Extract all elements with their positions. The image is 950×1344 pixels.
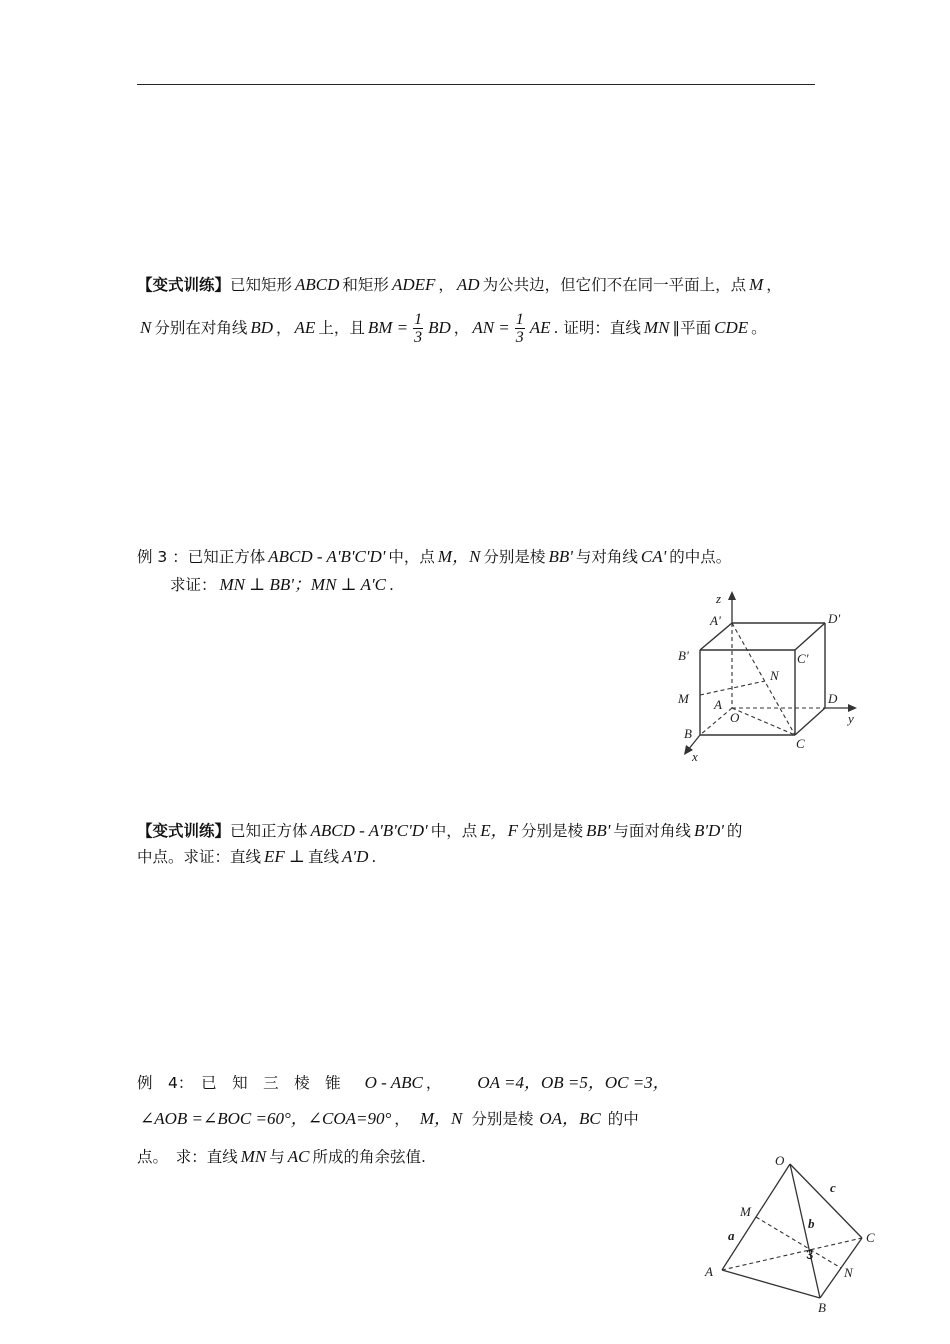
example3-line1 <box>137 546 731 568</box>
example-label: 例 3 ： <box>137 548 188 566</box>
math: AE <box>529 318 551 337</box>
math: M，N <box>437 547 481 566</box>
text: ， <box>766 276 782 294</box>
variant1-line1 <box>137 274 782 296</box>
label-D1: D' <box>828 611 841 626</box>
text: 已知正方体 <box>187 548 266 566</box>
label-b: b <box>808 1216 815 1231</box>
fraction <box>515 311 525 346</box>
math: N <box>140 318 152 337</box>
label-N: N <box>844 1265 853 1280</box>
label-B: B <box>818 1300 826 1315</box>
variant1-line2 <box>137 310 767 346</box>
math: ABCD - A'B'C'D' <box>268 547 386 566</box>
example3-line2 <box>170 574 394 596</box>
text: 的 <box>726 822 743 840</box>
math: BD <box>250 318 274 337</box>
variant-tag: 【变式训练】 <box>137 822 231 840</box>
example4-line1 <box>137 1072 673 1094</box>
text: 与 <box>269 1148 285 1166</box>
label-C: C <box>866 1230 875 1245</box>
math: OA =4，OB =5，OC =3， <box>477 1073 670 1092</box>
text: . <box>388 576 394 594</box>
text: 中点。求证：直线 <box>137 848 262 866</box>
edge-OB <box>790 1164 820 1298</box>
text: 直线 <box>308 848 340 866</box>
math: CDE <box>714 318 749 337</box>
fraction-denominator: 3 <box>414 329 423 346</box>
math: ABCD - A'B'C'D' <box>310 821 428 840</box>
label-B: B <box>684 726 692 741</box>
text: 的中点。 <box>669 548 732 566</box>
text: 已知矩形 <box>230 276 293 294</box>
variant-tag: 【变式训练】 <box>137 276 231 294</box>
math: AE <box>294 318 316 337</box>
edge-AB <box>722 1270 820 1298</box>
text: 的中 <box>607 1110 639 1128</box>
edge-AC <box>722 1238 862 1270</box>
label-M: M <box>740 1204 751 1219</box>
math: BB' <box>548 547 573 566</box>
math: O - ABC <box>364 1073 423 1092</box>
edge-hidden <box>700 708 732 735</box>
text: 分别是棱 <box>521 822 584 840</box>
math: OA，BC <box>539 1109 601 1128</box>
math: EF ⊥ <box>264 847 306 866</box>
label-D: D <box>828 691 838 706</box>
text: ∥平面 <box>672 319 712 337</box>
math: BD <box>428 318 451 337</box>
math: A'D <box>342 847 369 866</box>
math: ABCD <box>295 275 340 294</box>
label-B1: B' <box>678 648 689 663</box>
math: ∠AOB =∠BOC =60°，∠COA=90° <box>140 1109 392 1128</box>
text: 与面对角线 <box>613 822 691 840</box>
fraction-denominator: 3 <box>515 329 524 346</box>
text: 与对角线 <box>575 548 638 566</box>
fraction <box>413 311 423 346</box>
header-rule <box>137 84 815 85</box>
edge <box>795 708 825 735</box>
variant2-line1 <box>137 820 742 842</box>
text: 和矩形 <box>342 276 389 294</box>
text: 为公共边，但它们不在同一平面上，点 <box>482 276 747 294</box>
text: . <box>371 848 377 866</box>
label-C: C <box>796 736 805 751</box>
label-A: A <box>714 697 722 712</box>
label-z: z <box>716 591 722 606</box>
segment-MN <box>756 1217 841 1268</box>
math: M <box>749 275 764 294</box>
edge <box>795 623 825 650</box>
edge-OC <box>790 1164 862 1238</box>
text: 。 <box>751 319 767 337</box>
text: 点。 求：直线 <box>137 1148 238 1166</box>
text: 分别是棱 <box>483 548 546 566</box>
text: ， <box>425 1074 442 1092</box>
text: ， <box>438 276 454 294</box>
math: MN <box>643 318 670 337</box>
text: 分别是棱 <box>471 1110 534 1128</box>
label-O: O <box>730 710 740 725</box>
math: BM = <box>367 318 409 337</box>
label-N: N <box>770 668 779 683</box>
text: ， <box>276 319 292 337</box>
math: AN = <box>472 318 510 337</box>
math: E，F <box>480 821 518 840</box>
cube-figure <box>670 585 870 770</box>
example-label: 例 4： 已 知 三 棱 锥 <box>137 1074 341 1092</box>
label-y: y <box>848 711 854 726</box>
math: AD <box>456 275 480 294</box>
text: 求证： <box>170 576 217 594</box>
diagonal-AC-base <box>732 708 795 735</box>
text: ， <box>453 319 470 337</box>
math: ADEF <box>391 275 436 294</box>
text: 分别在对角线 <box>154 319 248 337</box>
math: MN ⊥ BB'；MN ⊥ A'C <box>219 575 386 594</box>
label-C1: C' <box>797 651 809 666</box>
page-number: 3 <box>806 1247 814 1262</box>
math: MN <box>240 1147 267 1166</box>
label-M: M <box>678 691 689 706</box>
math: BB' <box>586 821 611 840</box>
fraction-numerator: 1 <box>515 311 524 328</box>
pyramid-figure <box>700 1150 890 1315</box>
math: CA' <box>640 547 667 566</box>
text: 已知正方体 <box>230 822 308 840</box>
math: B'D' <box>693 821 724 840</box>
diagonal-AC <box>732 623 795 735</box>
label-O: O <box>775 1153 785 1168</box>
label-x: x <box>692 749 698 764</box>
example4-line2 <box>137 1108 639 1130</box>
math: AC <box>287 1147 310 1166</box>
label-A: A <box>705 1264 713 1279</box>
label-a: a <box>728 1228 735 1243</box>
text: . 证明：直线 <box>553 319 641 337</box>
text: 上，且 <box>318 319 365 337</box>
text: 所成的角余弦值. <box>312 1148 426 1166</box>
label-A1: A' <box>710 613 721 628</box>
text: ， <box>394 1110 410 1128</box>
z-axis-arrow <box>728 591 736 600</box>
text: 中，点 <box>430 822 478 840</box>
math: M，N <box>419 1109 463 1128</box>
example4-line3 <box>137 1146 426 1168</box>
label-c: c <box>830 1180 836 1195</box>
variant2-line2 <box>137 846 376 868</box>
fraction-numerator: 1 <box>414 311 423 328</box>
text: 中，点 <box>388 548 435 566</box>
